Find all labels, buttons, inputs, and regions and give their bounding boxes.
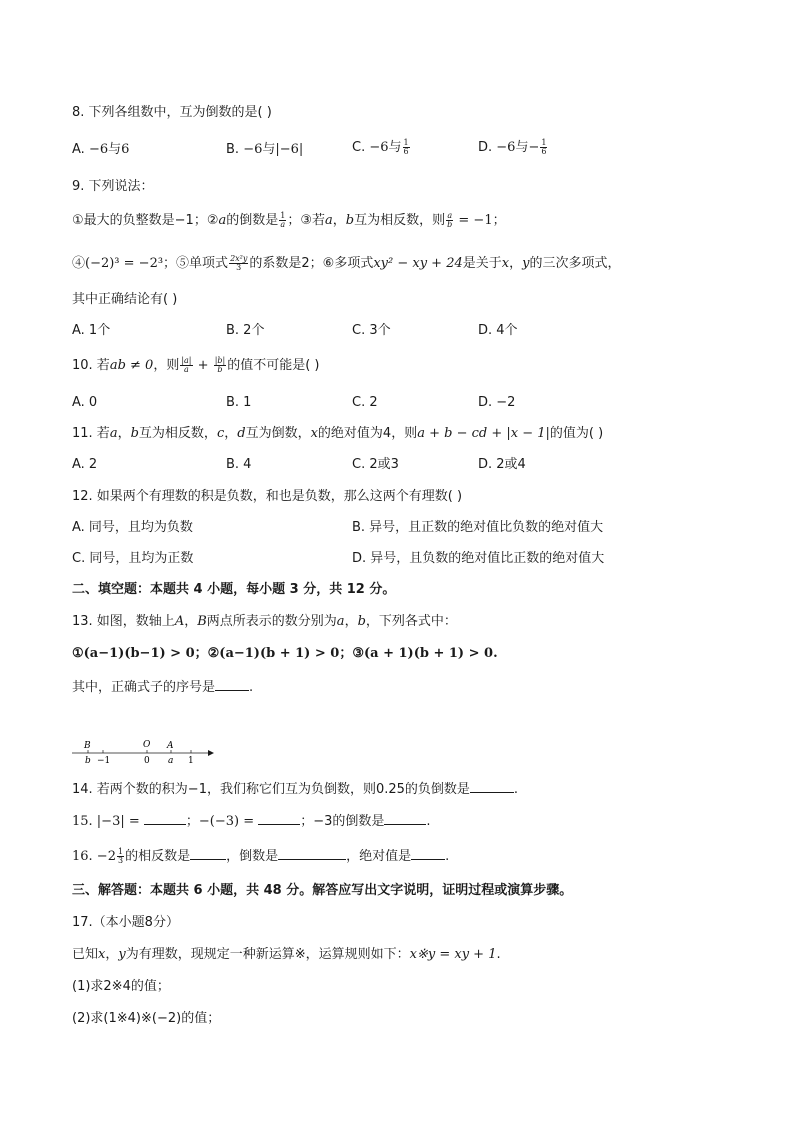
var: d: [237, 426, 246, 441]
numerator: 2x²y: [230, 254, 248, 263]
text: 14. 若两个数的积为−1，我们称它们互为负倒数，则0.25的负倒数是: [72, 782, 470, 797]
q11-option-c[interactable]: C. 2或3: [352, 457, 399, 472]
var: y: [118, 947, 126, 962]
text: 10. 若: [72, 358, 110, 373]
q16-stem: [72, 846, 449, 866]
text: ；−3的倒数是: [300, 814, 385, 829]
text: 的值为( ): [549, 426, 604, 441]
q9-line-1: [72, 212, 506, 230]
numerator: 1: [280, 211, 286, 220]
text: ，下列各式中：: [365, 614, 457, 629]
section-2-heading: 二、填空题：本题共 4 小题，每小题 3 分，共 12 分。: [72, 582, 396, 597]
denominator: a: [184, 365, 189, 374]
text: 其中，正确式子的序号是: [72, 680, 216, 695]
expression: a + b − cd + |x − 1|: [417, 426, 550, 441]
numerator: 1: [403, 138, 409, 147]
q12-option-d[interactable]: D. 异号，且负数的绝对值比正数的绝对值大: [352, 551, 605, 566]
answer-blank[interactable]: [278, 846, 346, 860]
numerator: 1: [117, 847, 124, 856]
text: ①最大的负整数是−1；②: [72, 213, 219, 228]
denominator: a: [280, 220, 286, 229]
text: ，: [105, 947, 119, 962]
text: 互为相反数，: [138, 426, 217, 441]
q12-option-a[interactable]: A. 同号，且均为负数: [72, 520, 193, 535]
fraction: [446, 212, 453, 229]
q17-part-1: (1)求2※4的值；: [72, 979, 170, 994]
option-label: C.: [352, 140, 370, 155]
text: 的绝对值为4，则: [317, 426, 418, 441]
text: ，: [344, 614, 358, 629]
fraction: [229, 255, 248, 272]
var: A: [174, 614, 185, 629]
denominator: 6: [541, 147, 547, 156]
fraction: [403, 139, 410, 156]
text: .: [445, 849, 450, 864]
q10-option-a[interactable]: A. 0: [72, 395, 98, 410]
text: 是关于: [462, 256, 502, 271]
fraction: [279, 212, 286, 229]
q10-option-d[interactable]: D. −2: [478, 395, 516, 410]
q11-stem: [72, 425, 603, 443]
answer-blank[interactable]: [470, 779, 514, 793]
option-label: D.: [478, 140, 497, 155]
text: 11. 若: [72, 426, 110, 441]
var: b: [357, 614, 366, 629]
answer-blank[interactable]: [258, 811, 300, 825]
point-o-upper: O: [143, 740, 151, 750]
text: .: [513, 782, 519, 797]
option-text: −6与: [369, 140, 402, 155]
text: = −1；: [454, 213, 506, 228]
var: y: [522, 256, 530, 271]
tick-label-1: 1: [188, 756, 194, 766]
text: ，: [184, 614, 198, 629]
text: 的相反数是: [125, 849, 191, 864]
q12-option-b[interactable]: B. 异号，且正数的绝对值比负数的绝对值大: [352, 520, 604, 535]
numerator: 1: [541, 138, 547, 147]
q17-intro: [72, 946, 501, 964]
option-label: B.: [226, 142, 244, 157]
q10-option-b[interactable]: B. 1: [226, 395, 252, 410]
denominator: 3: [236, 263, 242, 272]
text: 13. 如图，数轴上: [72, 614, 175, 629]
numerator: |b|: [214, 356, 226, 365]
expression: xy² − xy + 24: [373, 256, 463, 271]
var: a: [325, 213, 333, 228]
text: 两点所表示的数分别为: [206, 614, 337, 629]
q10-stem: [72, 357, 319, 375]
fraction: [117, 848, 124, 865]
fraction: [214, 357, 227, 374]
text: 已知: [72, 947, 99, 962]
denominator: 3: [117, 856, 124, 865]
expression: ab ≠ 0: [109, 358, 154, 373]
var: b: [130, 426, 139, 441]
q9-line-2: [72, 255, 621, 273]
answer-blank[interactable]: [144, 811, 186, 825]
numerator: |a|: [181, 356, 192, 365]
axis-arrow-icon: [208, 750, 214, 756]
option-text: −6与−: [496, 140, 540, 155]
var: x: [98, 947, 106, 962]
var: x: [501, 256, 510, 271]
q8-option-b[interactable]: [226, 141, 303, 159]
var: a: [218, 213, 227, 228]
point-b-upper: B: [84, 741, 91, 751]
text: 15. |−3| =: [72, 814, 144, 829]
text: ，: [224, 426, 238, 441]
var: b: [345, 213, 355, 228]
q11-option-a[interactable]: A. 2: [72, 457, 98, 472]
tick-label-0: 0: [144, 756, 150, 766]
fraction: [540, 139, 547, 156]
q8-option-a[interactable]: [72, 141, 129, 159]
q15-stem: [72, 811, 431, 831]
text: 的系数是2；⑥多项式: [249, 256, 374, 271]
q17-part-2: (2)求(1※4)※(−2)的值；: [72, 1011, 221, 1026]
var: c: [216, 426, 225, 441]
operator: +: [193, 358, 213, 373]
text: ；③若: [287, 213, 326, 228]
point-b-lower: b: [85, 756, 91, 766]
text: 为有理数，现规定一种新运算※，运算规则如下：: [125, 947, 410, 962]
section-3-heading: 三、解答题：本题共 6 小题，共 48 分。解答应写出文字说明，证明过程或演算步骤。: [72, 883, 573, 898]
q8-stem: 8. 下列各组数中，互为倒数的是( ): [72, 105, 272, 120]
q10-option-c[interactable]: C. 2: [352, 395, 378, 410]
text: 的三次多项式，: [529, 256, 621, 271]
text: ，: [117, 426, 131, 441]
q9-option-b[interactable]: B. 2个: [226, 323, 265, 338]
point-a-lower: a: [168, 756, 174, 766]
text: .: [496, 947, 501, 962]
q8-option-d[interactable]: [478, 139, 548, 157]
text: ，绝对值是: [346, 849, 412, 864]
text: ，则: [153, 358, 180, 373]
q9-option-d[interactable]: D. 4个: [478, 323, 518, 338]
q11-option-b[interactable]: B. 4: [226, 457, 252, 472]
var: a: [109, 426, 118, 441]
denominator: b: [447, 220, 453, 229]
text: ④(−2)³ = −2³；⑤单项式: [72, 256, 229, 271]
var: a: [336, 614, 345, 629]
text: 的值不可能是( ): [227, 358, 320, 373]
text: ，倒数是: [226, 849, 279, 864]
fraction: [180, 357, 192, 374]
tick-label-neg1: −1: [97, 756, 111, 766]
text: ；−(−3) =: [185, 814, 259, 829]
text: ，: [332, 213, 346, 228]
q12-option-c[interactable]: C. 同号，且均为正数: [72, 551, 194, 566]
option-text: −6与6: [88, 142, 130, 157]
text: ，: [509, 256, 523, 271]
text: .: [426, 814, 431, 829]
denominator: 6: [403, 147, 409, 156]
text: .: [249, 680, 254, 695]
option-text: −6与|−6|: [243, 142, 304, 157]
answer-blank[interactable]: [215, 677, 249, 691]
answer-blank[interactable]: [190, 846, 226, 860]
point-a-upper: A: [167, 741, 174, 751]
text: 互为倒数，: [245, 426, 311, 441]
q13-answer-line: [72, 677, 253, 697]
var: B: [197, 614, 207, 629]
q9-option-a[interactable]: A. 1个: [72, 323, 111, 338]
q12-stem: 12. 如果两个有理数的积是负数，和也是负数，那么这两个有理数( ): [72, 489, 463, 504]
text: 的倒数是: [226, 213, 279, 228]
q9-option-c[interactable]: C. 3个: [352, 323, 391, 338]
number-line-figure: [70, 737, 220, 767]
q9-line-3: 其中正确结论有( ): [72, 292, 178, 307]
q9-stem: 9. 下列说法：: [72, 179, 154, 194]
q13-formulas: ①(a−1)(b−1) > 0；②(a−1)(b + 1) > 0；③(a + 1)(b + 1) > 0.: [72, 646, 498, 661]
q17-title: 17.（本小题8分）: [72, 915, 179, 930]
text: 互为相反数，则: [354, 213, 446, 228]
answer-blank[interactable]: [411, 846, 445, 860]
answer-blank[interactable]: [384, 811, 426, 825]
option-label: A.: [72, 142, 89, 157]
numerator: a: [447, 211, 453, 220]
denominator: b: [217, 365, 223, 374]
q13-stem: [72, 613, 457, 631]
expression: x※y = xy + 1: [409, 947, 497, 962]
q11-option-d[interactable]: D. 2或4: [478, 457, 526, 472]
text: 16. −2: [72, 849, 116, 864]
q8-option-c[interactable]: [352, 139, 411, 157]
var: x: [310, 426, 318, 441]
q14-stem: [72, 779, 518, 799]
